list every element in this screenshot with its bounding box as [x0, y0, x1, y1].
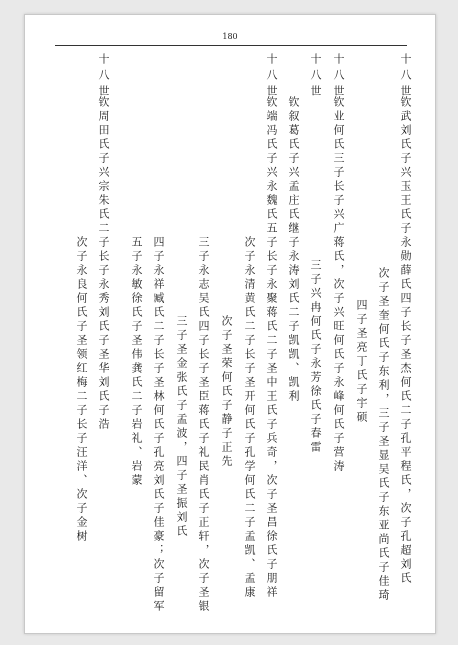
generation-label: 十八世: [265, 53, 278, 101]
genealogy-line: 三子兴冉何氏子永芳徐氏子春雷: [309, 259, 322, 455]
genealogy-line: 钦武刘氏子兴玉王氏子永勋薛氏四子长子圣杰何氏二子孔平程氏，次子孔超刘氏: [399, 96, 412, 586]
page-number: 180: [222, 32, 238, 41]
genealogy-line: 五子永敏徐氏子圣伟龚氏二子岩礼、岩蒙: [130, 236, 143, 488]
genealogy-line: 钦端冯氏子兴永魏氏五子长子永聚蒋氏二子圣中王氏子兵奇，次子圣昌徐氏子朋祥: [265, 96, 278, 600]
genealogy-line: 次子圣奎何氏子东利，三子圣显吴氏子东亚尚氏子佳琦: [377, 267, 390, 603]
generation-label: 十八世: [309, 53, 322, 101]
header-rule: [55, 45, 407, 46]
genealogy-line: 三子永志吴氏四子长子圣臣蒋氏子礼民肖氏子正轩，次子圣银: [197, 236, 210, 614]
genealogy-line: 次子永良何氏子圣领红梅二子长子汪洋、次子金树: [75, 236, 88, 544]
genealogy-line: 次子永清黄氏二子长子圣开何氏子孔学何氏二子孟凯、孟康: [243, 236, 256, 600]
generation-label: 十八世: [399, 53, 412, 101]
genealogy-line: 钦叙葛氏子兴孟庄氏继子永涛刘氏二子凯凯、凯利: [287, 96, 300, 404]
genealogy-line: 钦周田氏子兴宗朱氏二子长子永秀刘氏子圣华刘氏子浩: [97, 96, 110, 432]
genealogy-line: 三子圣金张氏子孟波，四子圣振刘氏: [175, 315, 188, 539]
genealogy-line: 四子永祥臧氏二子长子圣林何氏子孔亮刘氏子佳豪；次子留军: [152, 236, 165, 614]
generation-label: 十八世: [97, 53, 110, 101]
genealogy-line: 次子圣荣何氏子静子正先: [220, 315, 233, 469]
generation-label: 十八世: [332, 53, 345, 101]
document-page: [24, 14, 436, 634]
genealogy-line: 钦业何氏三子长子兴广蒋氏，次子兴旺何氏子永峰何氏子营涛: [332, 96, 345, 474]
genealogy-line: 四子圣亮丁氏子宇硕: [355, 299, 368, 425]
